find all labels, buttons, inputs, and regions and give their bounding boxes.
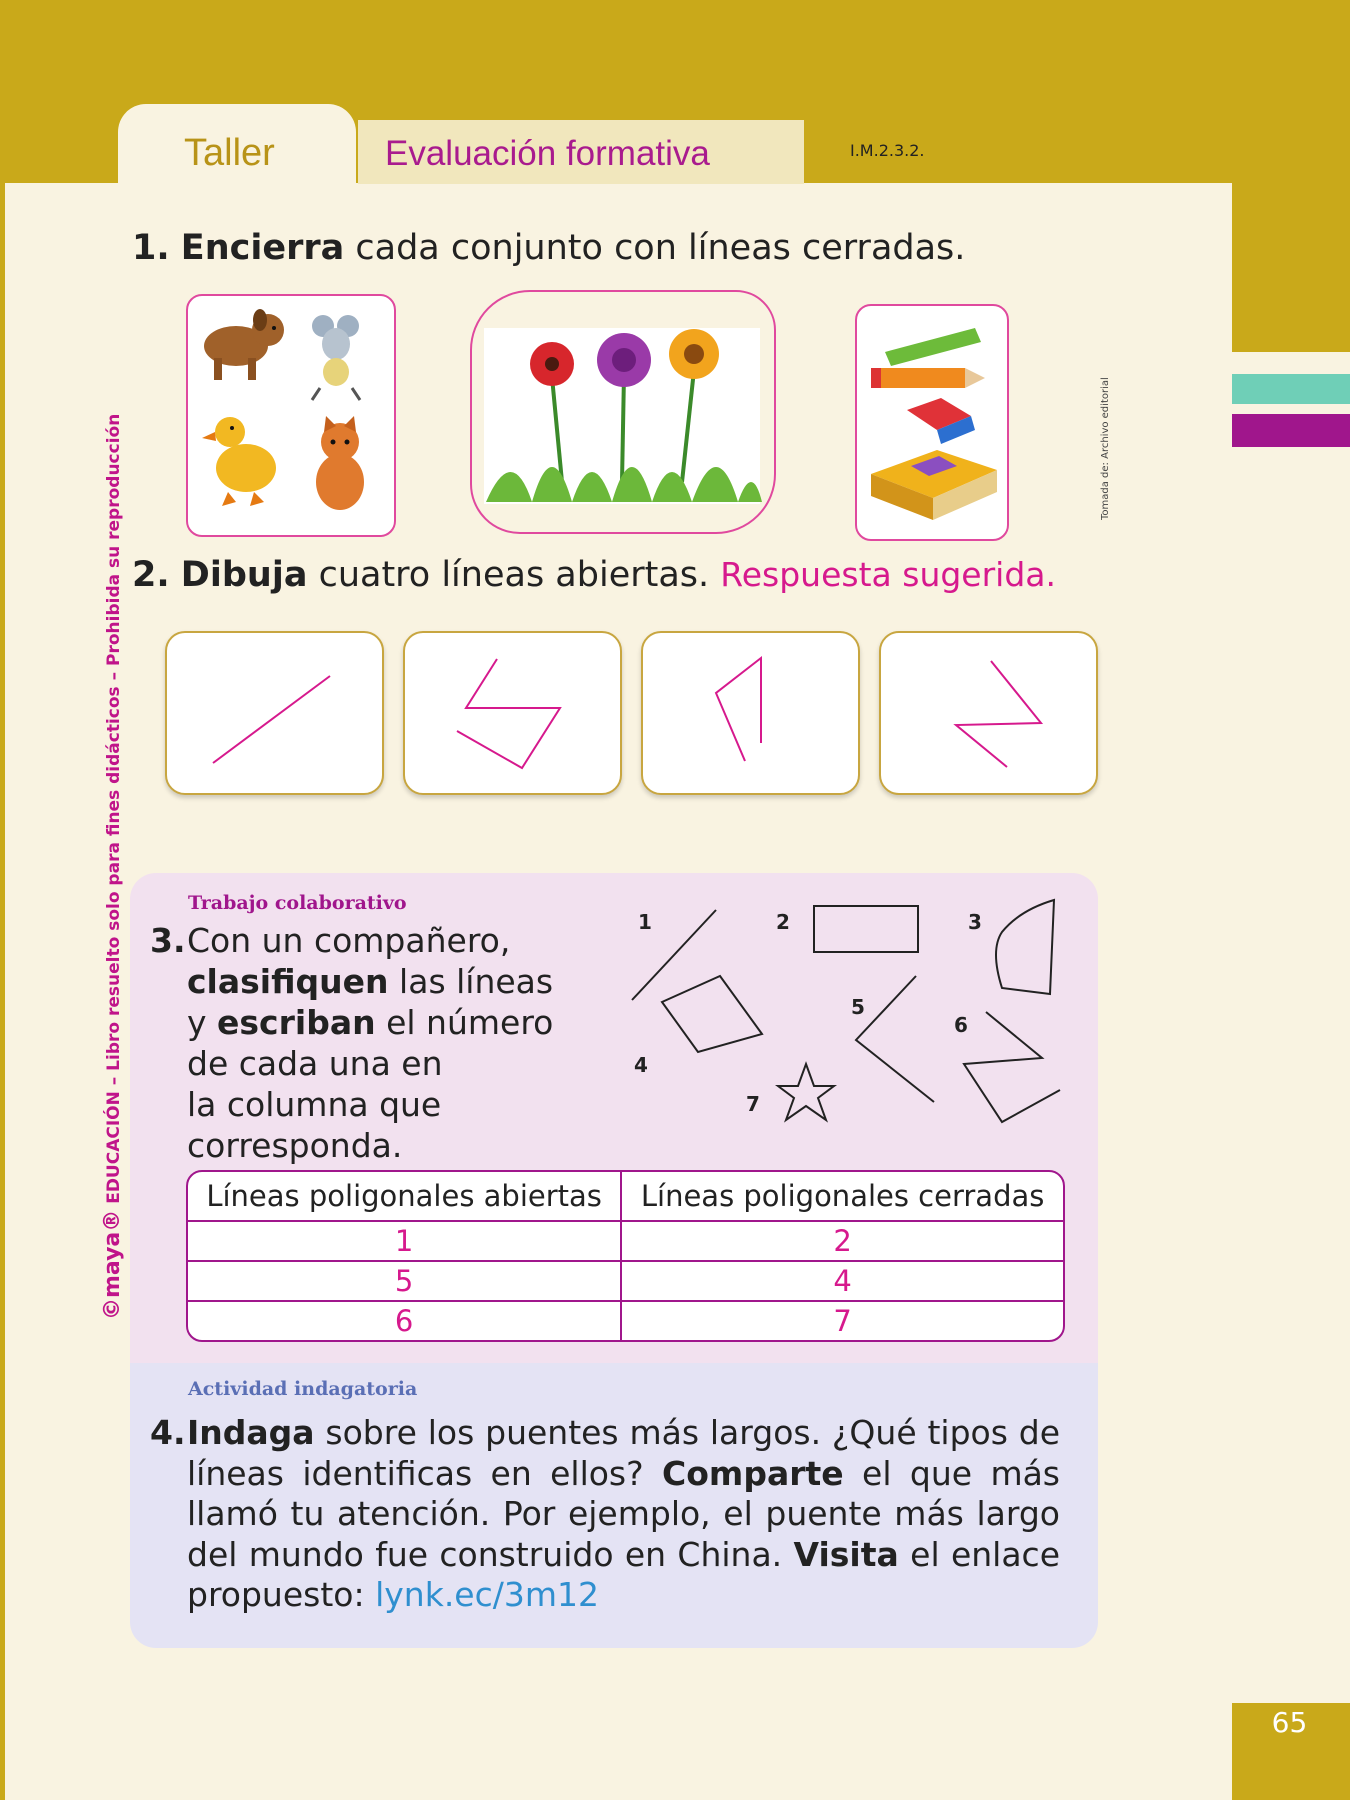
exercise-3-verb-1: clasifiquen [187, 962, 389, 1001]
table-cell-closed[interactable]: 2 [622, 1222, 1063, 1262]
exercise-4-verb-3: Visita [793, 1534, 899, 1574]
exercise-1-number: 1. [132, 228, 170, 268]
copyright-text: EDUCACIÓN – Libro resuelto solo para fines didácticos – Prohibida su reproducción [104, 413, 124, 1204]
exercise-3-line-1: Con un compañero, [187, 921, 511, 960]
table-row [188, 1302, 1063, 1340]
table-header-row [188, 1172, 1063, 1222]
table-cell-open[interactable]: 1 [188, 1222, 622, 1262]
exercise-4-text [150, 1413, 1060, 1616]
duck-illustration [202, 417, 276, 506]
figure-label-3: 3 [968, 910, 982, 934]
header-closed-lines: Líneas poligonales cerradas [622, 1172, 1063, 1222]
suggested-answer: Respuesta sugerida. [720, 555, 1057, 594]
figure-line-5 [856, 976, 934, 1102]
table-row [188, 1262, 1063, 1302]
exercise-4-text-1: sobre los puentes más largos. ¿Qué tipos de líneas identificas en ellos? [187, 1413, 1060, 1493]
classification-table [186, 1170, 1065, 1342]
eraser-illustration [907, 398, 975, 444]
line-box-4 [879, 631, 1098, 795]
ruler-illustration [885, 328, 981, 366]
figure-label-5: 5 [851, 995, 865, 1019]
dog-illustration [204, 309, 284, 380]
open-line-4 [956, 661, 1041, 767]
exercise-1-text: cada conjunto con líneas cerradas. [355, 228, 966, 268]
exercise-3-line-2-rest: las líneas [399, 962, 554, 1001]
tab-evaluacion-label: Evaluación formativa [385, 134, 710, 173]
exercise-3-verb-2: escriban [217, 1003, 376, 1042]
tab-taller-label: Taller [184, 132, 275, 174]
table-cell-closed[interactable]: 7 [833, 1304, 852, 1338]
copyright-vertical [100, 414, 125, 1320]
cat-illustration [316, 416, 364, 510]
exercise-2-verb: Dibuja [180, 555, 308, 595]
maya-logo: ©maya® [100, 1209, 125, 1320]
exercise-1-verb: Encierra [180, 228, 345, 268]
exercise-3-line-3 [187, 1002, 553, 1043]
flowers-set [470, 290, 776, 534]
line-box-2 [403, 631, 622, 795]
proposed-link[interactable]: lynk.ec/3m12 [375, 1575, 600, 1614]
line-box-3 [641, 631, 860, 795]
exercise-4-verb-2: Comparte [662, 1453, 844, 1493]
exercise-1-title [132, 228, 965, 268]
exercise-2-number: 2. [132, 555, 170, 595]
magenta-stripe [1232, 414, 1350, 447]
figure-label-6: 6 [954, 1013, 968, 1037]
exercise-4-verb-1: Indaga [187, 1413, 315, 1452]
figure-label-2: 2 [776, 910, 790, 934]
figure-label-1: 1 [638, 910, 652, 934]
exercise-4-text-3: el enlace propuesto: [187, 1534, 1060, 1614]
tab-taller [118, 104, 356, 184]
open-line-2 [457, 659, 560, 768]
animals-set [186, 294, 396, 537]
teal-stripe [1232, 374, 1350, 404]
indicator-code: I.M.2.3.2. [850, 141, 925, 160]
page-number: 65 [1271, 1706, 1308, 1739]
exercise-3-line-3-a: y [187, 1003, 207, 1042]
exercise-4-number: 4. [150, 1413, 186, 1452]
exercise-2-text: cuatro líneas abiertas. [318, 555, 710, 595]
figure-line-4 [662, 976, 762, 1052]
exercise-3-number: 3. [150, 921, 186, 960]
open-line-3 [716, 658, 761, 761]
mouse-illustration [312, 315, 360, 400]
collaborative-label: Trabajo colaborativo [188, 892, 407, 914]
table-cell-open[interactable]: 5 [188, 1262, 622, 1302]
exercise-3-text [150, 920, 553, 1166]
table-cell-open[interactable]: 6 [188, 1302, 622, 1340]
table-cell-closed[interactable]: 4 [622, 1262, 1063, 1302]
exercise-3-line-4: de cada una en [187, 1044, 443, 1083]
polygonal-lines-figure [620, 890, 1080, 1140]
exercise-2-title [132, 555, 1056, 595]
inquiry-label: Actividad indagatoria [188, 1378, 418, 1400]
school-items-set [855, 304, 1009, 541]
figure-label-4: 4 [634, 1053, 648, 1077]
image-credit: Tomada de: Archivo editorial [1100, 377, 1111, 520]
right-gold-strip [1232, 0, 1350, 352]
exercise-3-line-5: la columna que [187, 1085, 442, 1124]
exercise-3-line-3-rest: el número [386, 1003, 554, 1042]
figure-label-7: 7 [746, 1092, 760, 1116]
exercise-3-line-6: corresponda. [187, 1126, 403, 1165]
exercise-3-line-2 [187, 961, 553, 1002]
pencil-illustration [871, 368, 985, 388]
line-box-1 [165, 631, 384, 795]
right-cream-margin [1232, 352, 1350, 1703]
exercise-4-text-2: el que más llamó tu atención. Por ejemplo, el puente más largo del mundo fue construido en China. [187, 1453, 1061, 1574]
figure-line-6 [964, 1012, 1060, 1122]
figure-line-7 [778, 1064, 834, 1120]
open-line-1 [213, 676, 330, 763]
book-illustration [871, 450, 997, 520]
tab-evaluacion [358, 120, 804, 184]
figure-line-2 [814, 906, 918, 952]
table-row [188, 1222, 1063, 1262]
figure-line-3 [996, 900, 1054, 994]
header-open-lines: Líneas poligonales abiertas [188, 1172, 622, 1222]
